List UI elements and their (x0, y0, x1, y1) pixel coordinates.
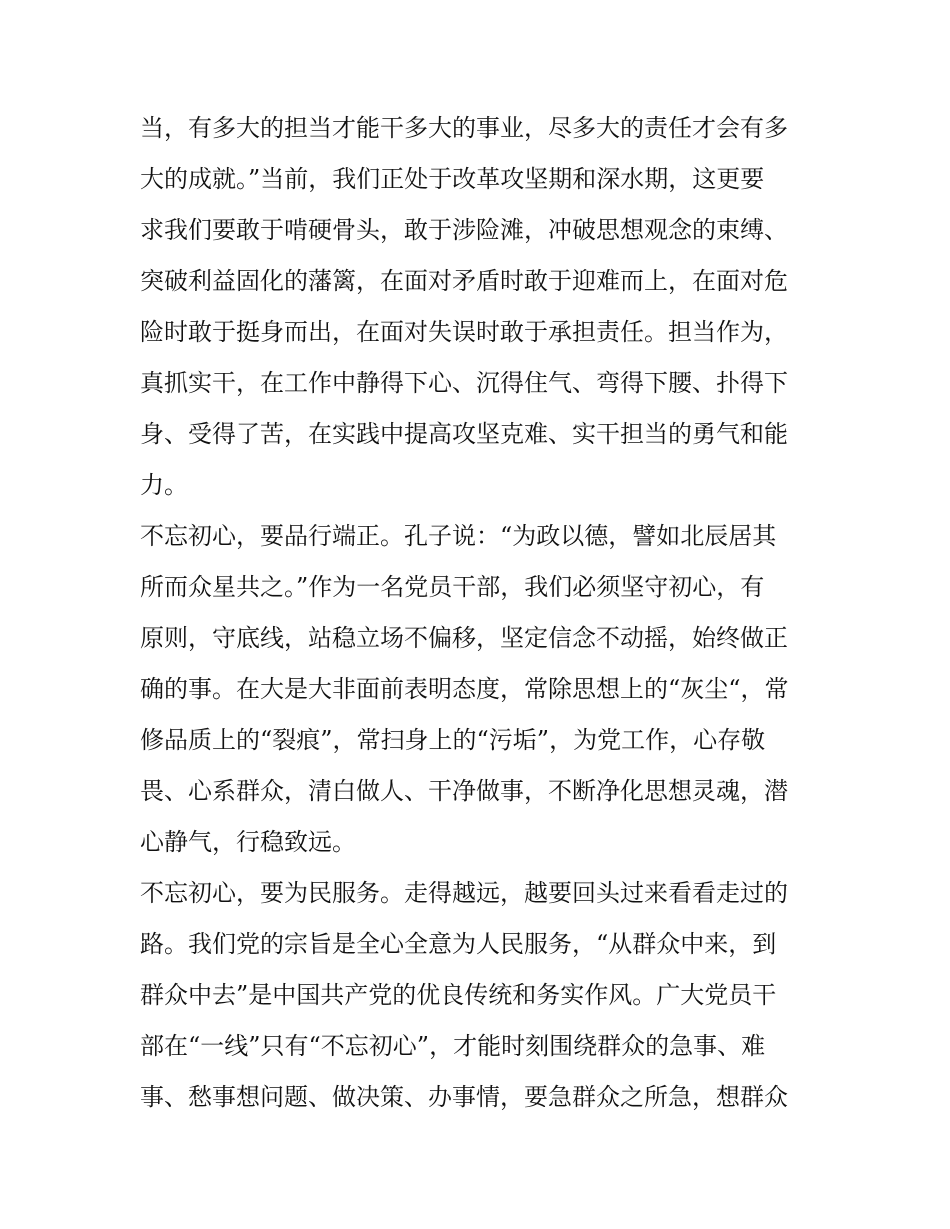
text-line: 力。 (140, 471, 188, 499)
text-line: 真抓实干，在工作中静得下心、沉得住气、弯得下腰、扑得下 (140, 369, 788, 397)
text-line: 群众中去”是中国共产党的优良传统和务实作风。广大党员干 (140, 981, 777, 1009)
text-line: 大的成就。”当前，我们正处于改革攻坚期和深水期，这更要 (140, 165, 765, 193)
text-line: 突破利益固化的藩篱，在面对矛盾时敢于迎难而上，在面对危 (140, 267, 788, 295)
document-page (140, 103, 820, 1123)
text-line: 险时敢于挺身而出，在面对失误时敢于承担责任。担当作为， (140, 318, 788, 346)
text-line: 事、愁事想问题、做决策、办事情，要急群众之所急，想群众 (140, 1083, 788, 1111)
text-line: 求我们要敢于啃硬骨头，敢于涉险滩，冲破思想观念的束缚、 (140, 216, 788, 244)
text-line: 修品质上的“裂痕”，常扫身上的“污垢”，为党工作，心存敬 (140, 726, 766, 754)
text-line: 路。我们党的宗旨是全心全意为人民服务，“从群众中来，到 (140, 930, 777, 958)
text-line: 当，有多大的担当才能干多大的事业，尽多大的责任才会有多 (140, 114, 788, 142)
text-line: 心静气，行稳致远。 (140, 828, 356, 856)
text-line: 不忘初心，要为民服务。走得越远，越要回头过来看看走过的 (140, 879, 788, 907)
text-line: 所而众星共之。”作为一名党员干部，我们必须坚守初心，有 (140, 573, 765, 601)
text-line: 畏、心系群众，清白做人、干净做事，不断净化思想灵魂，潜 (140, 777, 788, 805)
text-line: 确的事。在大是大非面前表明态度，常除思想上的“灰尘“，常 (140, 675, 789, 703)
text-line: 原则，守底线，站稳立场不偏移，坚定信念不动摇，始终做正 (140, 624, 788, 652)
text-line: 身、受得了苦，在实践中提高攻坚克难、实干担当的勇气和能 (140, 420, 788, 448)
text-line: 部在“一线”只有“不忘初心”，才能时刻围绕群众的急事、难 (140, 1032, 766, 1060)
text-line: 不忘初心，要品行端正。孔子说：“为政以德，譬如北辰居其 (140, 522, 777, 550)
